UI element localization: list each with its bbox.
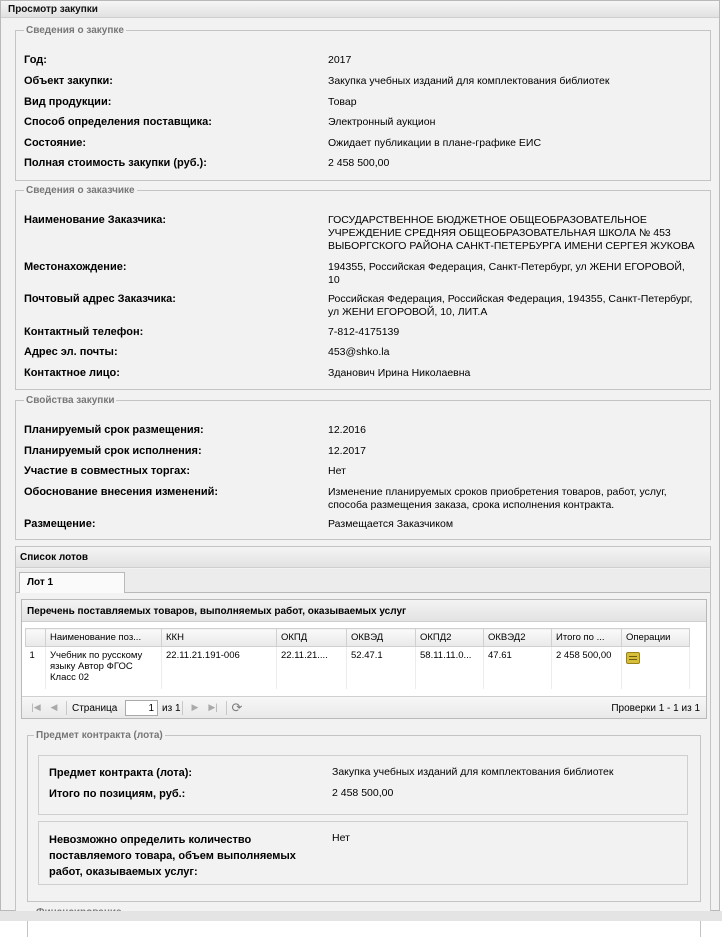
page-count-label: из 1 [162,703,181,714]
field-label: Почтовый адрес Заказчика: [24,293,176,305]
field-value: Ожидает публикации в плане-графике ЕИС [328,137,542,149]
field-value: Размещается Заказчиком [328,518,454,530]
column-header-okved[interactable]: ОКВЭД [347,629,416,647]
field-value: 12.2016 [328,424,366,436]
undetermined-quantity-label: Невозможно определить количество поставляемого товара, объем выполняемых работ, оказываемых услуг: [49,834,296,878]
goods-table [25,628,690,689]
table-header-row [26,629,690,647]
page-label: Страница [72,703,118,714]
field-label: Объект закупки: [24,75,113,87]
column-header-num [26,629,46,647]
undetermined-quantity-box [38,821,688,885]
field-value: 2 458 500,00 [328,157,390,169]
field-label: Контактное лицо: [24,367,120,379]
field-value: 2017 [328,54,352,66]
refresh-icon[interactable]: ⟳ [231,700,243,715]
cell-okpd2: 58.11.11.0... [416,647,484,689]
purchase-props-group [15,395,711,540]
window-content [1,19,719,910]
contract-subject-box [38,755,688,815]
goods-panel [21,599,707,719]
table-row[interactable] [26,647,690,689]
column-header-okpd[interactable]: ОКПД [277,629,347,647]
contract-total-value: 2 458 500,00 [332,787,394,799]
cell-kkn: 22.11.21.191-006 [162,647,277,689]
field-label: Год: [24,54,47,66]
pager-status: Проверки 1 - 1 из 1 [611,703,700,714]
field-label: Вид продукции: [24,96,112,108]
purchase-props-legend: Свойства закупки [26,395,115,406]
column-header-okpd2[interactable]: ОКПД2 [416,629,484,647]
purchase-info-group [15,25,711,181]
contract-subject-value: Закупка учебных изданий для комплектования библиотек [332,766,614,778]
field-label: Планируемый срок размещения: [24,424,204,436]
field-value: Нет [328,465,346,477]
pager-separator [226,701,227,715]
contract-subject-label: Предмет контракта (лота): [49,767,193,779]
field-label: Состояние: [24,137,87,149]
cell-num: 1 [26,647,46,689]
lots-panel-title: Список лотов [16,547,710,568]
cell-name: Учебник по русскому языку Автор ФГОС Класс 02 [46,647,162,689]
field-label: Размещение: [24,518,96,530]
pagination-bar [22,696,706,718]
goods-panel-title: Перечень поставляемых товаров, выполняемых работ, оказываемых услуг [22,600,706,622]
customer-info-legend: Сведения о заказчике [26,185,135,196]
field-value: 453@shko.la [328,346,390,358]
contract-subject-legend: Предмет контракта (лота) [36,730,163,741]
prev-page-icon[interactable]: ◀ [50,702,58,712]
next-page-icon[interactable]: ▶ [191,702,199,712]
field-value: 12.2017 [328,445,366,457]
field-label: Местонахождение: [24,261,127,273]
window-title: Просмотр закупки [1,1,719,18]
column-header-operations[interactable]: Операции [622,629,690,647]
column-header-kkn[interactable]: ККН [162,629,277,647]
column-header-total[interactable]: Итого по ... [552,629,622,647]
pager-separator [182,701,183,715]
field-value: Товар [328,96,357,108]
lots-panel [15,546,711,916]
field-value: Закупка учебных изданий для комплектования библиотек [328,75,610,87]
field-label: Адрес эл. почты: [24,346,118,358]
field-label: Полная стоимость закупки (руб.): [24,157,207,169]
field-value: ГОСУДАРСТВЕННОЕ БЮДЖЕТНОЕ ОБЩЕОБРАЗОВАТЕЛЬНОЕ УЧРЕЖДЕНИЕ СРЕДНЯЯ ОБЩЕОБРАЗОВАТЕЛЬНАЯ ШКОЛА № 453 ВЫБОРГСКОГО РАЙОНА САНКТ-ПЕТЕРБУРГА ИМЕНИ СЕРГЕЯ ЖУКОВА [328,214,695,252]
field-label: Способ определения поставщика: [24,116,212,128]
cell-total: 2 458 500,00 [552,647,622,689]
contract-subject-group [27,730,701,902]
column-header-name[interactable]: Наименование поз... [46,629,162,647]
field-label: Планируемый срок исполнения: [24,445,202,457]
field-value: Зданович Ирина Николаевна [328,367,471,379]
field-label: Наименование Заказчика: [24,214,167,226]
field-label: Обоснование внесения изменений: [24,486,219,498]
pager-separator [66,701,67,715]
field-value: Изменение планируемых сроков приобретения товаров, работ, услуг, способа размещения заказа, срока исполнения контракта. [328,486,667,511]
first-page-icon[interactable]: |◀ [31,702,41,712]
last-page-icon[interactable]: ▶| [208,702,218,712]
cell-okved2: 47.61 [484,647,552,689]
contract-total-label: Итого по позициям, руб.: [49,788,186,800]
field-value: Российская Федерация, Российская Федерация, 194355, Санкт-Петербург, ул ЖЕНИ ЕГОРОВОЙ, 10, ЛИТ.А [328,293,693,318]
field-value: 194355, Российская Федерация, Санкт-Петербург, ул ЖЕНИ ЕГОРОВОЙ, 10 [328,261,685,286]
cell-okved: 52.47.1 [347,647,416,689]
customer-info-group [15,185,711,390]
field-label: Контактный телефон: [24,326,144,338]
purchase-info-legend: Сведения о закупке [26,25,124,36]
bottom-strip [0,911,722,921]
tab-lot-1[interactable]: Лот 1 [19,572,125,593]
lots-tabstrip [16,569,710,593]
column-header-okved2[interactable]: ОКВЭД2 [484,629,552,647]
undetermined-quantity-value: Нет [332,832,350,844]
cell-operations [622,647,690,689]
document-icon[interactable] [626,652,640,664]
field-value: 7-812-4175139 [328,326,400,338]
cell-okpd: 22.11.21.... [277,647,347,689]
field-label: Участие в совместных торгах: [24,465,191,477]
page-number-input[interactable] [125,700,158,716]
field-value: Электронный аукцион [328,116,436,128]
